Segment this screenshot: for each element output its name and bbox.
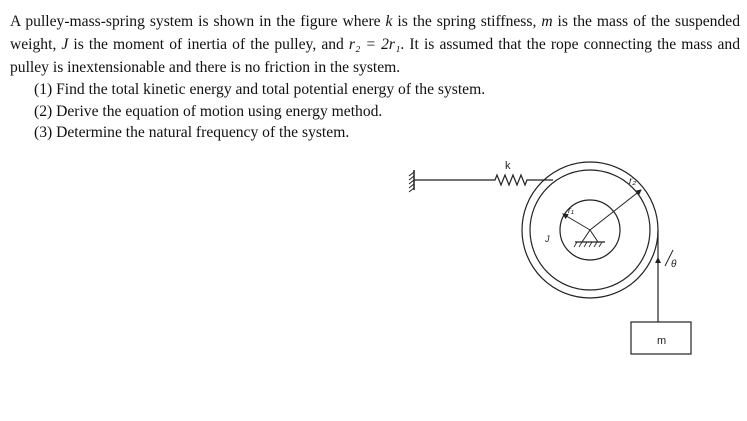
problem-intro: A pulley-mass-spring system is shown in the figure where k is the spring stiffness, m is the mass of the suspended weight, J is the moment of inertia of the pulley, and r₂ = 2r₁. It is assumed that the rope connecting the mass and pulley is inextensionable and there is no friction in the system. (10, 13, 740, 76)
question-2: (2) Derive the equation of motion using energy method. (34, 102, 383, 120)
wall-support (409, 170, 414, 192)
figure-svg (405, 138, 725, 373)
theta-label: θ (671, 259, 677, 270)
question-3: (3) Determine the natural frequency of the system. (34, 124, 350, 141)
inertia-label: J (545, 234, 550, 244)
spring (414, 175, 553, 185)
r1-label: r₁ (568, 205, 574, 215)
spring-label: k (505, 160, 511, 172)
r1-arrow (563, 214, 590, 230)
question-1: (1) Find the total kinetic energy and total potential energy of the system. (34, 81, 486, 98)
mass-label: m (657, 335, 667, 347)
r2-arrow (590, 190, 641, 230)
r2-label: r₂ (629, 176, 637, 187)
axle-support (574, 230, 605, 247)
problem-statement (10, 10, 740, 144)
pulley-mass-spring-figure (405, 138, 725, 373)
